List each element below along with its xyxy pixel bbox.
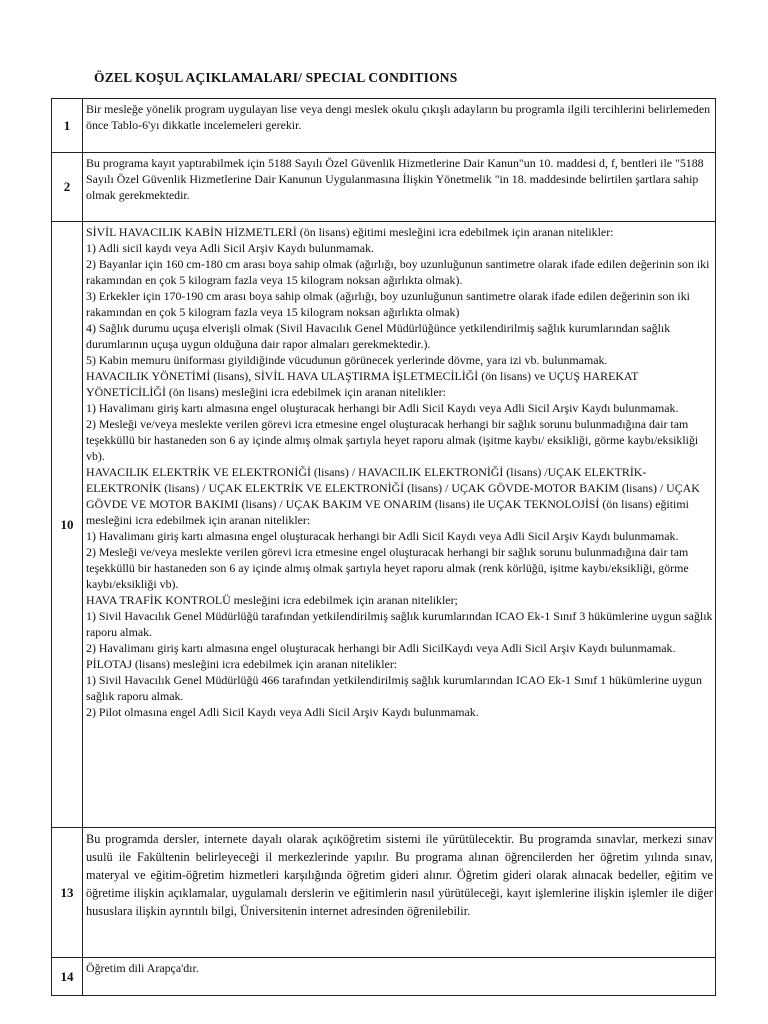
condition-line: HAVACILIK ELEKTRİK VE ELEKTRONİĞİ (lisans) / HAVACILIK ELEKTRONİĞİ (lisans) /UÇAK ELEKTRİK-ELEKTRONİK (lisans) / UÇAK ELEKTRİK VE ELEKTRONİĞİ (lisans) / UÇAK GÖVDE-MOTOR BAKIM (lisans) / UÇAK GÖVDE VE MOTOR BAKIMI (lisans) / UÇAK BAKIM VE ONARIM (lisans) ile UÇAK TEKNOLOJİSİ (ön lisans) eğitimi mesleğini icra edebilmek için aranan nitelikler: — [86, 465, 700, 527]
condition-number: 1 — [52, 99, 83, 153]
condition-line: 4) Sağlık durumu uçuşa elverişli olmak (Sivil Havacılık Genel Müdürlüğünce yetkilendirilmiş sağlık kurumlarından sağlık durumlarının uçuşa uygun olduğuna dair rapor almaları gerekmektedir.). — [86, 321, 671, 351]
condition-line: 2) Pilot olmasına engel Adli Sicil Kaydı veya Adli Sicil Arşiv Kaydı bulunmamak. — [86, 705, 479, 719]
page-title: ÖZEL KOŞUL AÇIKLAMALARI/ SPECIAL CONDITIONS — [94, 70, 458, 85]
condition-line: SİVİL HAVACILIK KABİN HİZMETLERİ (ön lisans) eğitimi mesleğini icra edebilmek için aranan nitelikler: — [86, 225, 614, 239]
table-row — [52, 828, 716, 958]
condition-line: 1) Adli sicil kaydı veya Adli Sicil Arşiv Kaydı bulunmamak. — [86, 241, 374, 255]
table-row — [52, 99, 716, 153]
table-row — [52, 958, 716, 996]
condition-text — [83, 828, 716, 958]
condition-line: Bu programa kayıt yaptırabilmek için 5188 Sayılı Özel Güvenlik Hizmetlerine Dair Kanun"un 10. maddesi d, f, bentleri ile "5188 Sayılı Özel Güvenlik Hizmetlerine Dair Kanunun Uygulanmasına İlişkin Yönetmelik "in 18. maddesinde belirtilen şartlara sahip olmak gerekmektedir. — [86, 156, 704, 202]
table-row — [52, 153, 716, 222]
condition-line: 5) Kabin memuru üniforması giyildiğinde vücudunun görünecek yerlerinde dövme, yara izi vb. bulunmamak. — [86, 353, 608, 367]
condition-text — [83, 99, 716, 153]
condition-line: 1) Havalimanı giriş kartı almasına engel oluşturacak herhangi bir Adli Sicil Kaydı veya Adli Sicil Arşiv Kaydı bulunmamak. — [86, 401, 679, 415]
condition-line: Öğretim dili Arapça'dır. — [86, 961, 199, 975]
condition-line: Bu programda dersler, internete dayalı olarak açıköğretim sistemi ile yürütülecektir. Bu programda sınavlar, merkezi sınav usulü ile Fakültenin belirleyeceği il merkezlerinde yapılır. Bu programa alınan öğrencilerden her öğretim yılında sınav, materyal ve eğitim-öğretim hizmetleri karşılığında öğretim gideri alınır. Öğretim gideri olarak alınacak bedeller, eğitim ve öğretime ilişkin açıklamalar, uygulamalı derslerin ve eğitimlerin nasıl yürütüleceği, kayıt işlemlerine ilişkin işlemler ile diğer hususlara ilişkin ayrıntılı bilgi, Üniversitenin internet adresinden öğrenilebilir. — [86, 832, 713, 918]
condition-line: 2) Mesleği ve/veya meslekte verilen görevi icra etmesine engel oluşturacak herhangi bir sağlık sorunu bulunmadığına dair tam teşekküllü bir hastaneden son 6 ay içinde almış olmak şartıyla heyet raporu almak (işitme kaybı/ eksikliği, görme kaybı/eksikliği vb). — [86, 417, 699, 463]
condition-line: 2) Mesleği ve/veya meslekte verilen görevi icra etmesine engel oluşturacak herhangi bir sağlık sorunu bulunmadığına dair tam teşekküllü bir hastaneden son 6 ay içinde almış olmak şartıyla heyet raporu almak (renk körlüğü, işitme kaybı/eksikliği, görme kaybı/eksikliği vb). — [86, 545, 689, 591]
condition-line: 1) Sivil Havacılık Genel Müdürlüğü tarafından yetkilendirilmiş sağlık kurumlarından ICAO Ek-1 Sınıf 3 hükümlerine uygun sağlık raporu almak. — [86, 609, 713, 639]
condition-number: 13 — [52, 828, 83, 958]
condition-line: HAVA TRAFİK KONTROLÜ mesleğini icra edebilmek için aranan nitelikler; — [86, 593, 458, 607]
condition-line: HAVACILIK YÖNETİMİ (lisans), SİVİL HAVA ULAŞTIRMA İŞLETMECİLİĞİ (ön lisans) ve UÇUŞ HAREKAT YÖNETİCİLİĞİ (ön lisans) mesleğini icra edebilmek için aranan nitelikler: — [86, 369, 639, 399]
condition-text — [83, 958, 716, 996]
special-conditions-table — [51, 98, 716, 996]
condition-line: 3) Erkekler için 170-190 cm arası boya sahip olmak (ağırlığı, boy uzunluğunun santimetre olarak ifade edilen değerinin son iki rakamından en çok 5 kilogram fazla veya 15 kilogram noksan ağırlıkta olmak) — [86, 289, 690, 319]
condition-number: 14 — [52, 958, 83, 996]
condition-line: 1) Sivil Havacılık Genel Müdürlüğü 466 tarafından yetkilendirilmiş sağlık kurumlarından ICAO Ek-1 Sınıf 1 hükümlerine uygun sağlık raporu almak. — [86, 673, 702, 703]
condition-number: 2 — [52, 153, 83, 222]
condition-text — [83, 153, 716, 222]
condition-line: 2) Bayanlar için 160 cm-180 cm arası boya sahip olmak (ağırlığı, boy uzunluğunun santimetre olarak ifade edilen değerinin son iki rakamından en çok 5 kilogram fazla veya 15 kilogram noksan ağırlıkta olmak). — [86, 257, 710, 287]
condition-number: 10 — [52, 222, 83, 828]
condition-line: 1) Havalimanı giriş kartı almasına engel oluşturacak herhangi bir Adli Sicil Kaydı veya Adli Sicil Arşiv Kaydı bulunmamak. — [86, 529, 679, 543]
condition-text — [83, 222, 716, 828]
condition-line: 2) Havalimanı giriş kartı almasına engel oluşturacak herhangi bir Adli SicilKaydı veya Adli Sicil Arşiv Kaydı bulunmamak. — [86, 641, 676, 655]
condition-line: PİLOTAJ (lisans) mesleğini icra edebilmek için aranan nitelikler: — [86, 657, 398, 671]
condition-line: Bir mesleğe yönelik program uygulayan lise veya dengi meslek okulu çıkışlı adayların bu programla ilgili tercihlerini belirlemeden önce Tablo-6'yı dikkatle incelemeleri gerekir. — [86, 102, 711, 132]
table-row — [52, 222, 716, 828]
